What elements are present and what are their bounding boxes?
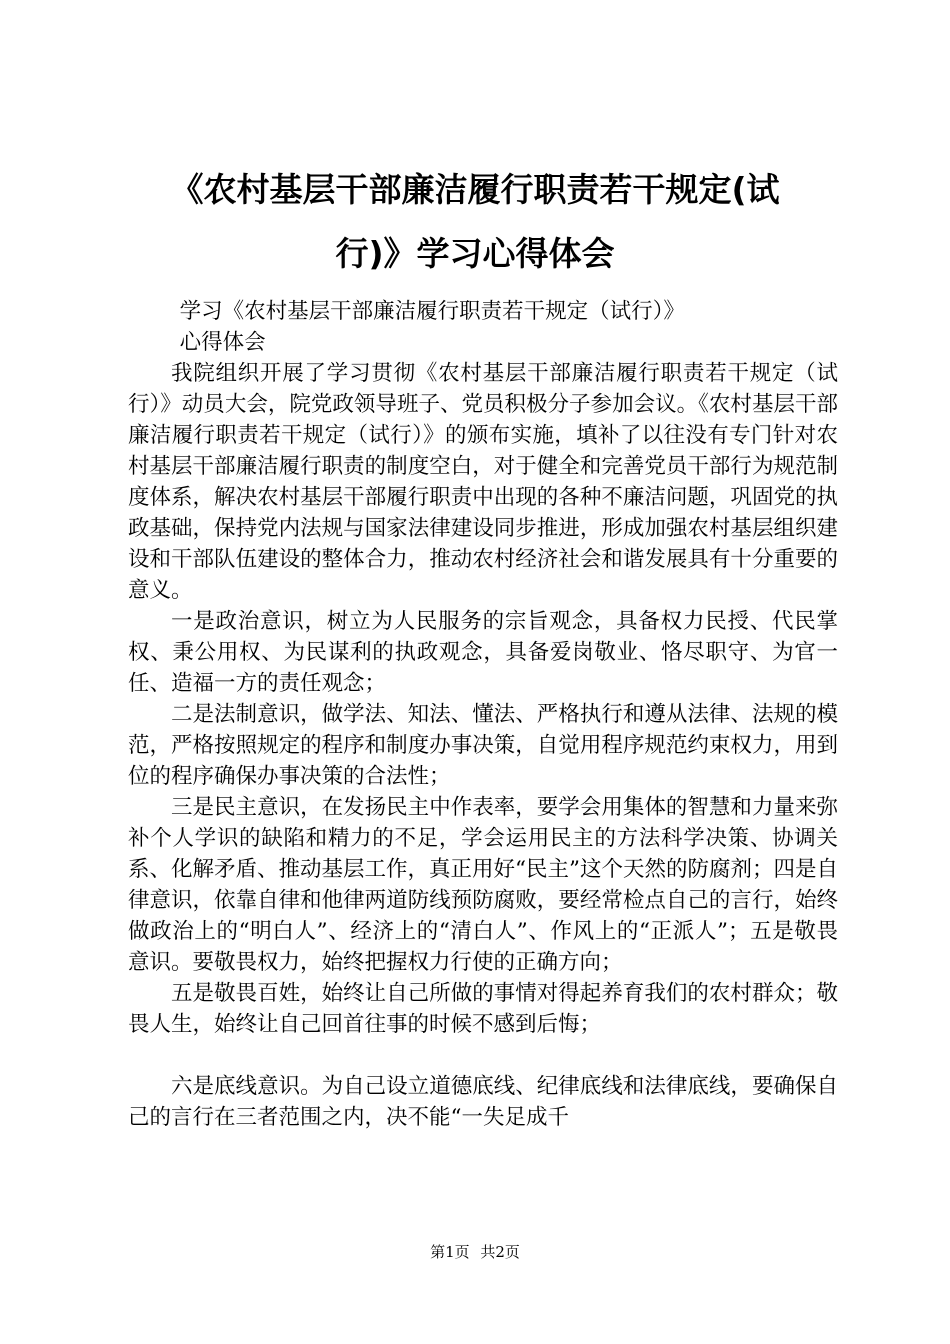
page-number: 第1页	[430, 1243, 470, 1261]
page-footer	[0, 1242, 950, 1262]
paragraph-political: 一是政治意识，树立为人民服务的宗旨观念，具备权力民授、代民掌权、秉公用权、为民谋利的执政观念，具备爱岗敬业、恪尽职守、为官一任、造福一方的责任观念；	[128, 609, 838, 696]
document-body	[128, 296, 838, 1133]
paragraph-bottom-line: 六是底线意识。为自己设立道德底线、纪律底线和法律底线，要确保自己的言行在三者范围之内，决不能“一失足成千	[128, 1074, 838, 1130]
document-title	[110, 158, 840, 286]
paragraph-reverence: 五是敬畏百姓，始终让自己所做的事情对得起养育我们的农村群众；敬畏人生，始终让自己回首往事的时候不感到后悔；	[128, 981, 838, 1037]
page-total: 共2页	[480, 1243, 520, 1261]
title-line-2: 行)》学习心得体会	[335, 234, 615, 273]
paragraph-legal: 二是法制意识，做学法、知法、懂法、严格执行和遵从法律、法规的模范，严格按照规定的程序和制度办事决策，自觉用程序规范约束权力，用到位的程序确保办事决策的合法性；	[128, 702, 838, 789]
subtitle-line-1: 学习《农村基层干部廉洁履行职责若干规定（试行）》	[179, 299, 685, 324]
subtitle-line-2: 心得体会	[179, 330, 266, 355]
paragraph-intro: 我院组织开展了学习贯彻《农村基层干部廉洁履行职责若干规定（试行）》动员大会，院党政领导班子、党员积极分子参加会议。《农村基层干部廉洁履行职责若干规定（试行）》的颁布实施，填补了以往没有专门针对农村基层干部廉洁履行职责的制度空白，对于健全和完善党员干部行为规范制度体系，解决农村基层干部履行职责中出现的各种不廉洁问题，巩固党的执政基础，保持党内法规与国家法律建设同步推进，形成加强农村基层组织建设和干部队伍建设的整体合力，推动农村经济社会和谐发展具有十分重要的意义。	[128, 361, 838, 603]
paragraph-democratic: 三是民主意识，在发扬民主中作表率，要学会用集体的智慧和力量来弥补个人学识的缺陷和精力的不足，学会运用民主的方法科学决策、协调关系、化解矛盾、推动基层工作，真正用好“民主”这个天然的防腐剂；四是自律意识，依靠自律和他律两道防线预防腐败，要经常检点自己的言行，始终做政治上的“明白人”、经济上的“清白人”、作风上的“正派人”；五是敬畏意识。要敬畏权力，始终把握权力行使的正确方向；	[128, 795, 838, 975]
title-line-1: 《农村基层干部廉洁履行职责若干规定(试	[170, 170, 780, 209]
